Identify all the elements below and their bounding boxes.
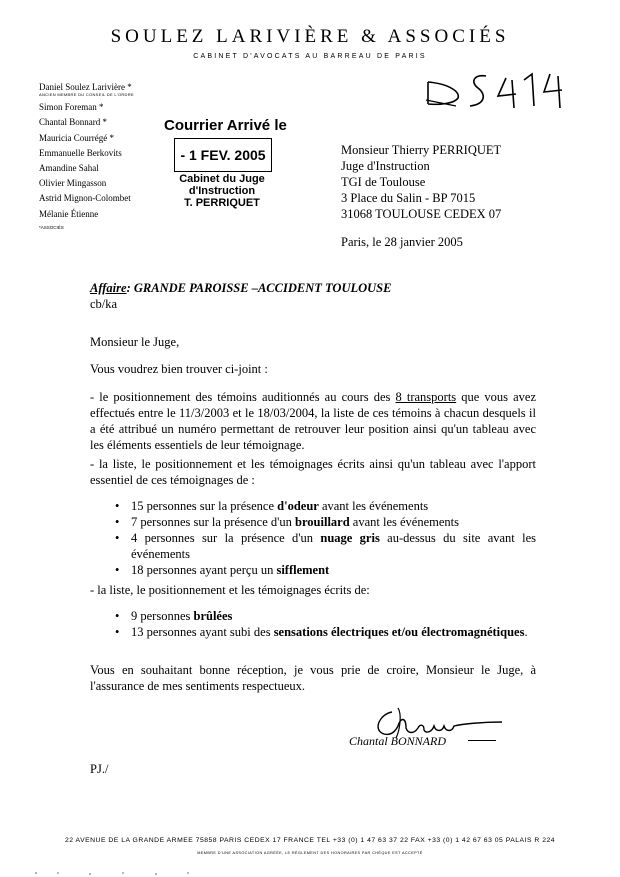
addressee-block — [341, 142, 501, 222]
underlined-text: 8 transports — [395, 390, 457, 404]
list-item-text: 9 personnes — [131, 609, 194, 623]
associates-note: *ASSOCIÉS — [39, 224, 64, 230]
bullet-icon: • — [115, 563, 120, 577]
list-item-text: 15 personnes sur la présence — [131, 499, 278, 513]
list-item-emphasis: sensations électriques et/ou électromagnétiques — [273, 625, 525, 639]
partner-name: Daniel Soulez Larivière * — [39, 82, 132, 92]
subject-line — [90, 281, 391, 296]
salutation: Monsieur le Juge, — [90, 335, 180, 349]
list-item-text: 18 personnes ayant perçu un — [131, 563, 277, 577]
partner-name: Astrid Mignon-Colombet — [39, 193, 131, 204]
list-item — [90, 514, 536, 530]
signer-name: Chantal BONNARD — [349, 734, 447, 748]
list-item-text: 7 personnes sur la présence d'un — [131, 515, 296, 529]
scan-specks — [28, 869, 228, 877]
date-stamp-box — [174, 138, 272, 172]
addressee-city: 31068 TOULOUSE CEDEX 07 — [341, 207, 502, 221]
reference-initials: cb/ka — [90, 297, 118, 311]
stamp-title: Courrier Arrivé le — [164, 117, 287, 134]
list-item — [90, 624, 536, 640]
injury-list — [90, 608, 536, 640]
bullet-icon: • — [115, 515, 120, 529]
stamp-cabinet-line: Cabinet du Juge d'Instruction — [179, 173, 265, 197]
list-item-text: 4 personnes sur la présence d'un — [131, 531, 321, 545]
list-item-text: avant les événements — [318, 499, 429, 513]
closing-paragraph: Vous en souhaitant bonne réception, je vous prie de croire, Monsieur le Juge, à l'assurance de mes sentiments respectueux. — [90, 663, 536, 693]
signature-dash — [468, 740, 496, 741]
enclosure-note: PJ./ — [90, 762, 109, 776]
list-item — [90, 562, 536, 578]
partner-name: Olivier Mingasson — [39, 178, 107, 189]
list-item-text: . — [524, 625, 528, 639]
stamp-judge-name: T. PERRIQUET — [184, 197, 260, 209]
paragraph-text: - le positionnement des témoins auditionnés au cours des — [90, 390, 396, 404]
list-item-text: au-dessus du site avant les événements — [131, 531, 537, 561]
bullet-icon: • — [115, 531, 120, 545]
date-line: Paris, le 28 janvier 2005 — [341, 235, 463, 249]
addressee-street: 3 Place du Salin - BP 7015 — [341, 191, 476, 205]
partner-name: Amandine Sahal — [39, 163, 99, 174]
addressee-court: TGI de Toulouse — [341, 175, 426, 189]
testimony-list — [90, 498, 536, 578]
partner-name: Chantal Bonnard * — [39, 117, 107, 128]
list-item-emphasis: sifflement — [276, 563, 330, 577]
footer-address: 22 AVENUE DE LA GRANDE ARMEE 75858 PARIS CEDEX 17 FRANCE TEL +33 (0) 1 47 63 37 22 FAX +33 (0) 1 42 67 63 05 PALAIS R 224 — [64, 837, 556, 844]
intro-line: Vous voudrez bien trouver ci-joint : — [90, 362, 268, 376]
partners-list — [39, 80, 134, 234]
bullet-icon: • — [115, 609, 120, 623]
partner-name: Simon Foreman * — [39, 102, 104, 113]
addressee-title: Juge d'Instruction — [341, 159, 430, 173]
partner-name: Emmanuelle Berkovits — [39, 147, 122, 158]
list-item — [90, 498, 536, 514]
list-item-text: avant les événements — [349, 515, 460, 529]
partner-note: ANCIEN MEMBRE DU CONSEIL DE L'ORDRE — [39, 92, 134, 98]
bullet-icon: • — [115, 499, 120, 513]
subject-text: : GRANDE PAROISSE –ACCIDENT TOULOUSE — [126, 281, 392, 295]
list-item-emphasis: d'odeur — [277, 499, 319, 513]
addressee-name: Monsieur Thierry PERRIQUET — [341, 143, 502, 157]
paragraph-testimonies: - la liste, le positionnement et les témoignages écrits ainsi qu'un tableau avec l'apport essentiel de ces témoignages de : — [90, 457, 536, 487]
bullet-icon: • — [115, 625, 120, 639]
paragraph-text: que vous avez effectués entre le 11/3/2003 et le 18/03/2004, la liste de ces témoins à chacun desquels il a été attribué un numéro permettant de retrouver leur position ainsi qu'un tableau avec les éléments essentiels de leur témoignage. — [90, 390, 537, 452]
stamp-date: - 1 FEV. 2005 — [180, 147, 266, 163]
list-item — [90, 530, 536, 562]
subject-label: Affaire — [90, 281, 127, 295]
firm-name: SOULEZ LARIVIÈRE & ASSOCIÉS — [110, 26, 510, 47]
list-item-text: 13 personnes ayant subi des — [131, 625, 274, 639]
firm-subtitle: CABINET D'AVOCATS AU BARREAU DE PARIS — [193, 53, 427, 60]
paragraph-injuries: - la liste, le positionnement et les témoignages écrits de: — [90, 583, 370, 597]
partner-name: Mauricia Courrégé * — [39, 132, 114, 143]
list-item-emphasis: brouillard — [295, 515, 350, 529]
partner-name: Mélanie Étienne — [39, 208, 99, 219]
footer-note: MEMBRE D'UNE ASSOCIATION AGRÉÉE, LE RÈGLEMENT DES HONORAIRES PAR CHÈQUE EST ACCEPTÉ — [197, 851, 423, 855]
paragraph-transports — [90, 389, 536, 453]
list-item-emphasis: nuage gris — [320, 531, 380, 545]
list-item — [90, 608, 536, 624]
list-item-emphasis: brûlées — [193, 609, 233, 623]
handwritten-reference-mark — [420, 60, 570, 120]
stamp-cabinet — [147, 173, 297, 209]
